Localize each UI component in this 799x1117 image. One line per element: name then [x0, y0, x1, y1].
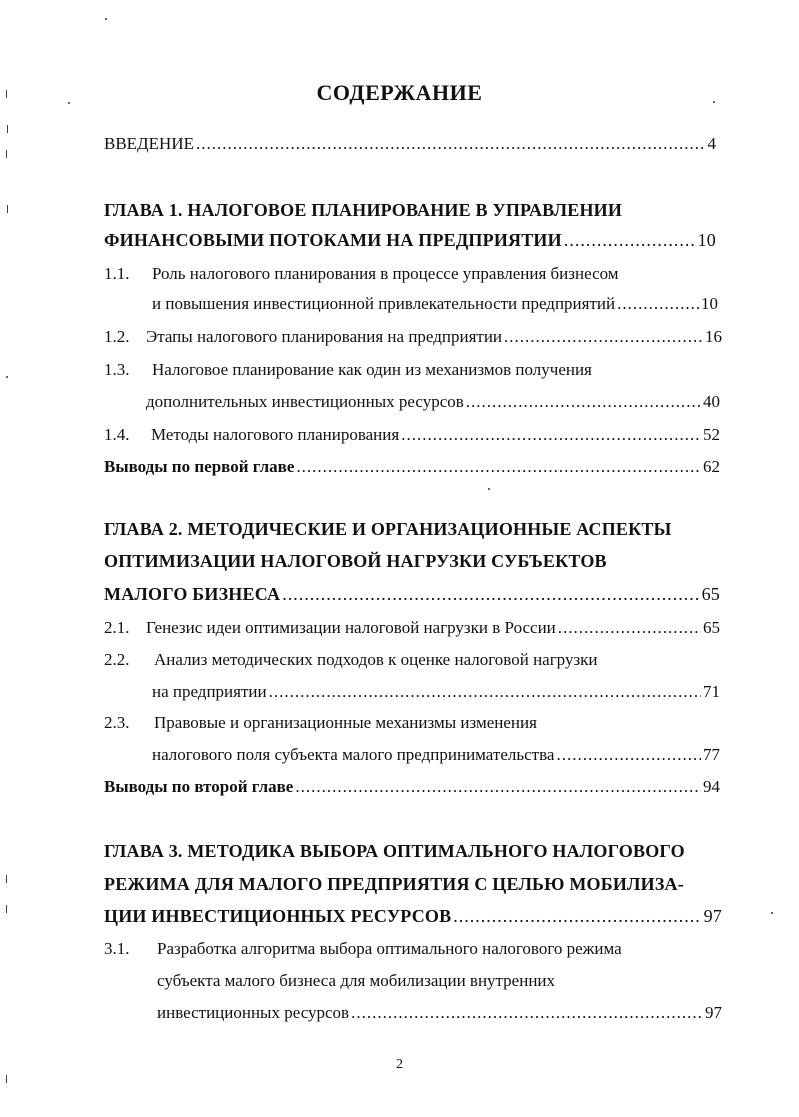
toc-entry-label: Этапы налогового планирования на предприятии — [146, 327, 503, 346]
toc-page-number: 40 — [703, 392, 720, 411]
toc-entry-1-3-end — [146, 392, 720, 412]
toc-entry-text — [104, 618, 556, 638]
chapter-2-heading-end — [104, 584, 720, 605]
toc-entry-1-2 — [104, 327, 722, 347]
scan-mark — [6, 1075, 7, 1083]
toc-page-number: 94 — [703, 777, 720, 796]
section-number: 3.1. — [104, 939, 130, 958]
scan-mark — [6, 150, 7, 158]
toc-page-number: 62 — [703, 457, 720, 476]
toc-entry-label: ФИНАНСОВЫМИ ПОТОКАМИ НА ПРЕДПРИЯТИИ — [104, 230, 562, 250]
chapter-1-heading-end — [104, 230, 716, 251]
toc-entry-label: на предприятии — [152, 682, 267, 701]
toc-entry-2-3 — [104, 713, 537, 733]
toc-entry-3-1-end — [157, 1003, 722, 1023]
toc-entry-2-3-end — [152, 745, 720, 765]
scan-speck — [488, 488, 490, 490]
toc-entry-2-2 — [104, 650, 598, 670]
scan-mark — [6, 875, 7, 883]
leader-dots — [453, 906, 701, 927]
leader-dots — [556, 745, 701, 765]
chapter-2-heading-line2: ОПТИМИЗАЦИИ НАЛОГОВОЙ НАГРУЗКИ СУБЪЕКТОВ — [104, 551, 607, 571]
chapter-3-heading-line2: РЕЖИМА ДЛЯ МАЛОГО ПРЕДПРИЯТИЯ С ЦЕЛЬЮ МОБИЛИЗА- — [104, 874, 684, 894]
leader-dots — [558, 618, 701, 638]
toc-entry-label: МАЛОГО БИЗНЕСА — [104, 584, 281, 604]
leader-dots — [504, 327, 703, 347]
leader-dots — [282, 584, 699, 605]
section-number: 2.1. — [104, 618, 130, 637]
section-number: 2.3. — [104, 713, 130, 732]
toc-page-number: 97 — [705, 1003, 722, 1022]
scan-speck — [771, 912, 773, 914]
leader-dots — [617, 294, 699, 314]
leader-dots — [296, 457, 701, 477]
toc-entry-label: и повышения инвестиционной привлекательности предприятий — [152, 294, 616, 313]
scan-mark — [7, 125, 8, 133]
section-number: 1.3. — [104, 360, 130, 379]
toc-entry-label: Разработка алгоритма выбора оптимального налогового режима — [157, 939, 622, 958]
toc-entry-label: ВВЕДЕНИЕ — [104, 134, 194, 153]
chapter-2-heading: ГЛАВА 2. МЕТОДИЧЕСКИЕ И ОРГАНИЗАЦИОННЫЕ АСПЕКТЫ — [104, 519, 672, 539]
toc-entry-label: налогового поля субъекта малого предпринимательства — [152, 745, 555, 764]
chapter-1-heading: ГЛАВА 1. НАЛОГОВОЕ ПЛАНИРОВАНИЕ В УПРАВЛЕНИИ — [104, 200, 623, 220]
toc-page-number: 10 — [697, 230, 716, 250]
toc-entry-text — [104, 327, 502, 347]
toc-entry-label: Роль налогового планирования в процессе управления бизнесом — [152, 264, 619, 283]
toc-entry-label: Налоговое планирование как один из механизмов получения — [152, 360, 592, 379]
toc-conclusion-2 — [104, 777, 720, 797]
toc-page-number: 65 — [701, 584, 720, 604]
leader-dots — [196, 134, 706, 154]
toc-entry-label: Выводы по первой главе — [104, 457, 295, 476]
page-title: СОДЕРЖАНИЕ — [316, 80, 483, 105]
toc-entry-3-1 — [104, 939, 622, 959]
toc-entry-label: инвестиционных ресурсов — [157, 1003, 350, 1022]
toc-entry-3-1-line2: субъекта малого бизнеса для мобилизации внутренних — [157, 971, 556, 990]
section-number: 1.1. — [104, 264, 130, 283]
toc-page-number: 97 — [703, 906, 722, 926]
toc-entry-text — [104, 425, 399, 445]
section-number: 2.2. — [104, 650, 130, 669]
toc-entry-1-4 — [104, 425, 720, 445]
toc-entry-label: Анализ методических подходов к оценке налоговой нагрузки — [154, 650, 598, 669]
toc-page-number: 52 — [703, 425, 720, 444]
section-number: 1.2. — [104, 327, 130, 346]
toc-page-number: 71 — [703, 682, 720, 701]
toc-entry-1-1 — [104, 264, 619, 284]
toc-entry-2-1 — [104, 618, 720, 638]
toc-entry-2-2-end — [152, 682, 720, 702]
toc-entry-1-3 — [104, 360, 592, 380]
leader-dots — [295, 777, 701, 797]
leader-dots — [351, 1003, 703, 1023]
leader-dots — [564, 230, 696, 251]
toc-entry-label: Методы налогового планирования — [151, 425, 400, 444]
leader-dots — [269, 682, 701, 702]
page-number: 2 — [396, 1057, 403, 1072]
toc-page-number: 16 — [705, 327, 722, 346]
toc-entry-introduction — [104, 134, 716, 154]
scan-mark — [6, 905, 7, 913]
toc-entry-label: Генезис идеи оптимизации налоговой нагрузки в России — [146, 618, 556, 637]
toc-page-number: 77 — [703, 745, 720, 764]
scan-speck — [105, 18, 107, 20]
toc-page-number: 10 — [701, 294, 718, 313]
chapter-3-heading: ГЛАВА 3. МЕТОДИКА ВЫБОРА ОПТИМАЛЬНОГО НАЛОГОВОГО — [104, 841, 685, 861]
scan-speck — [6, 376, 8, 378]
toc-entry-label: Выводы по второй главе — [104, 777, 294, 796]
toc-entry-label: Правовые и организационные механизмы изменения — [154, 713, 537, 732]
leader-dots — [466, 392, 701, 412]
toc-page-number: 4 — [707, 134, 716, 153]
toc-page-number: 65 — [703, 618, 720, 637]
toc-conclusion-1 — [104, 457, 720, 477]
toc-entry-label: ЦИИ ИНВЕСТИЦИОННЫХ РЕСУРСОВ — [104, 906, 452, 926]
chapter-3-heading-end — [104, 906, 722, 927]
leader-dots — [401, 425, 701, 445]
toc-entry-1-1-end — [152, 294, 718, 314]
section-number: 1.4. — [104, 425, 130, 444]
scan-mark — [7, 205, 8, 213]
toc-entry-label: дополнительных инвестиционных ресурсов — [146, 392, 464, 411]
